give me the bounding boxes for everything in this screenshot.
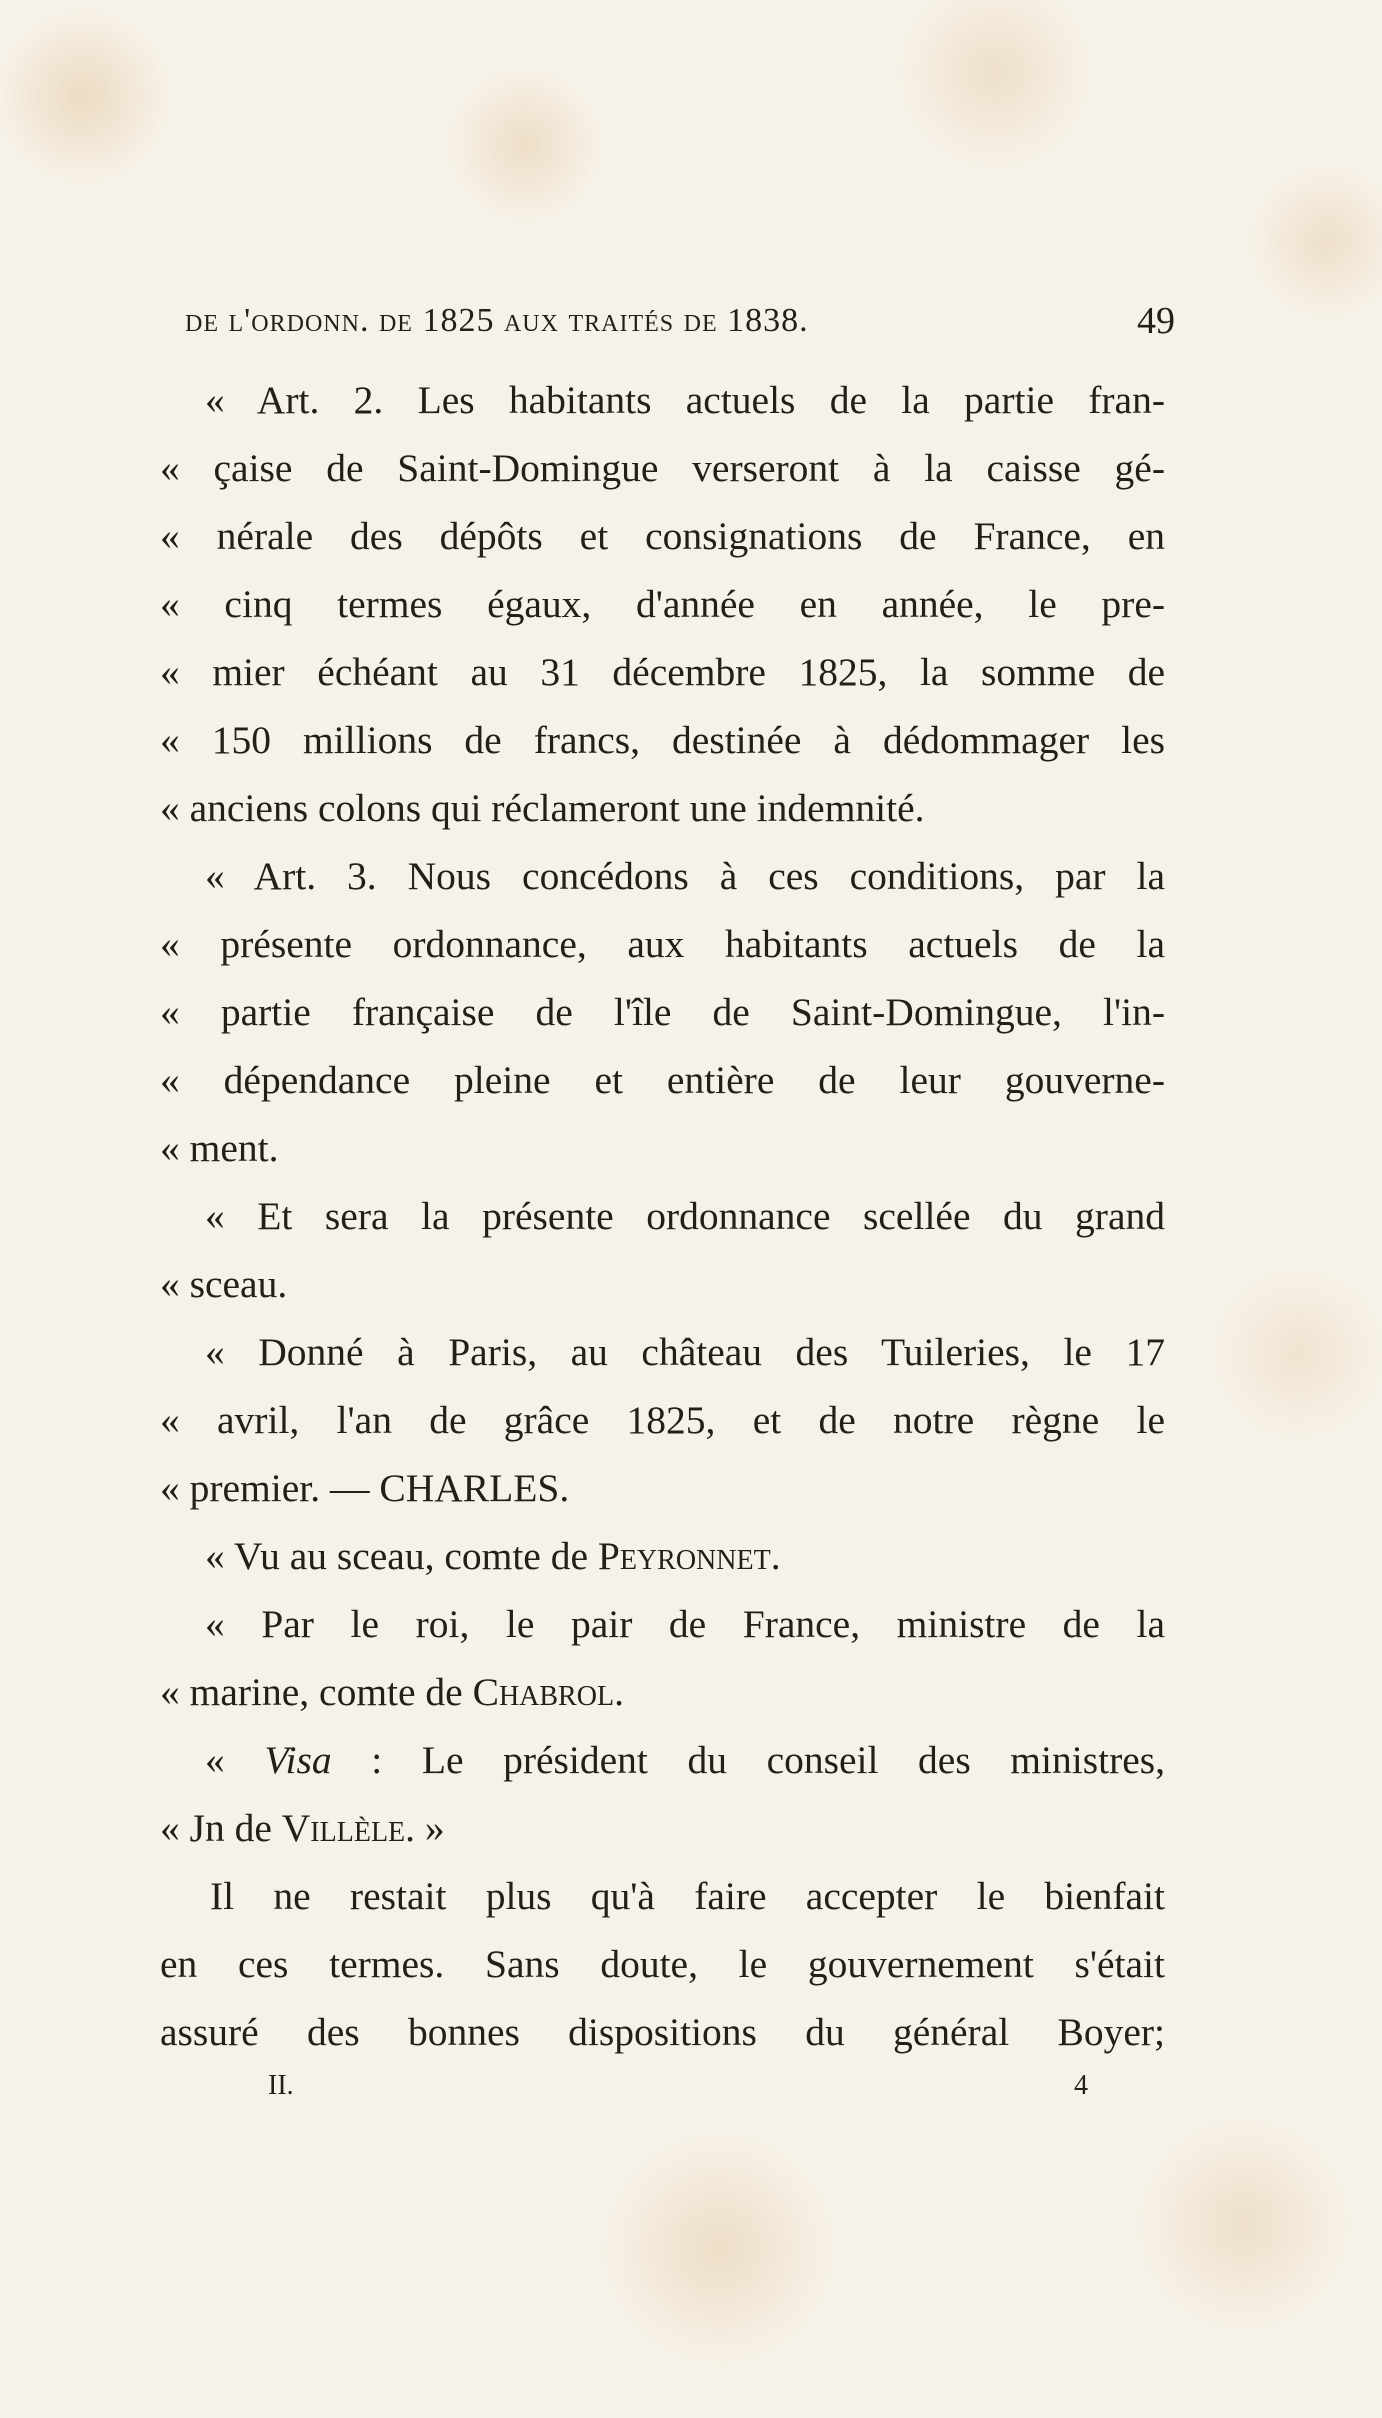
text-line: « cinq termes égaux, d'année en année, le pre- xyxy=(160,582,1165,626)
text-line: « dépendance pleine et entière de leur gouverne- xyxy=(160,1058,1165,1102)
text-line: « premier. — CHARLES. xyxy=(160,1466,570,1510)
text-line: « Par le roi, le pair de France, ministre de la xyxy=(205,1602,1165,1646)
page-footer xyxy=(268,2070,1088,2120)
text-line: « çaise de Saint-Domingue verseront à la caisse gé- xyxy=(160,446,1165,490)
text-line: « Art. 3. Nous concédons à ces conditions, par la xyxy=(205,854,1165,898)
text-line: « Donné à Paris, au château des Tuileries, le 17 xyxy=(205,1330,1165,1374)
running-title xyxy=(185,293,809,349)
line-text: . xyxy=(614,1670,624,1714)
line-text: : Le président du conseil des ministres, xyxy=(331,1738,1166,1782)
running-title-year2: 1838. xyxy=(727,302,809,339)
text-line xyxy=(160,1658,1165,1726)
line-text: « Jn de xyxy=(160,1806,282,1850)
running-header xyxy=(185,293,1175,349)
name-chabrol: Chabrol xyxy=(472,1670,615,1714)
text-line: Il ne restait plus qu'à faire accepter le bienfait xyxy=(210,1874,1165,1918)
text-line: en ces termes. Sans doute, le gouvernement s'était xyxy=(160,1942,1165,1986)
line-text: . xyxy=(770,1534,781,1578)
line-text: « xyxy=(205,1738,265,1782)
text-line: « anciens colons qui réclameront une indemnité. xyxy=(160,786,925,830)
text-line: « Et sera la présente ordonnance scellée du grand xyxy=(205,1194,1165,1238)
text-line: « nérale des dépôts et consignations de France, en xyxy=(160,514,1165,558)
line-text: « Vu au sceau, comte de xyxy=(205,1534,598,1578)
name-villele: Villèle xyxy=(281,1806,406,1850)
running-title-mid: aux traités de xyxy=(503,302,718,339)
line-text: « marine, comte de xyxy=(160,1670,473,1714)
text-line: « avril, l'an de grâce 1825, et de notre règne le xyxy=(160,1398,1165,1442)
body-text xyxy=(160,366,1165,2066)
signature-mark: 4 xyxy=(1074,2070,1088,2101)
text-line xyxy=(160,1794,1165,1862)
text-line: « ment. xyxy=(160,1126,279,1170)
text-line: « mier échéant au 31 décembre 1825, la somme de xyxy=(160,650,1165,694)
visa-italic: Visa xyxy=(264,1738,332,1782)
text-line: « présente ordonnance, aux habitants actuels de la xyxy=(160,922,1165,966)
text-line: « 150 millions de francs, destinée à dédommager les xyxy=(160,718,1165,762)
volume-number: II. xyxy=(268,2070,294,2101)
running-title-year1: 1825 xyxy=(422,302,495,339)
text-line: « partie française de l'île de Saint-Domingue, l'in- xyxy=(160,990,1165,1034)
text-line: assuré des bonnes dispositions du général Boyer; xyxy=(160,2010,1165,2054)
text-line: « Art. 2. Les habitants actuels de la partie fran- xyxy=(205,378,1165,422)
page-number: 49 xyxy=(1137,300,1175,342)
line-text: . » xyxy=(405,1806,445,1850)
running-title-prefix: de l'ordonn. de xyxy=(185,302,413,339)
text-line xyxy=(160,1726,1165,1794)
name-peyronnet: Peyronnet xyxy=(597,1534,771,1578)
text-line: « sceau. xyxy=(160,1262,288,1306)
text-line xyxy=(160,1522,1165,1590)
